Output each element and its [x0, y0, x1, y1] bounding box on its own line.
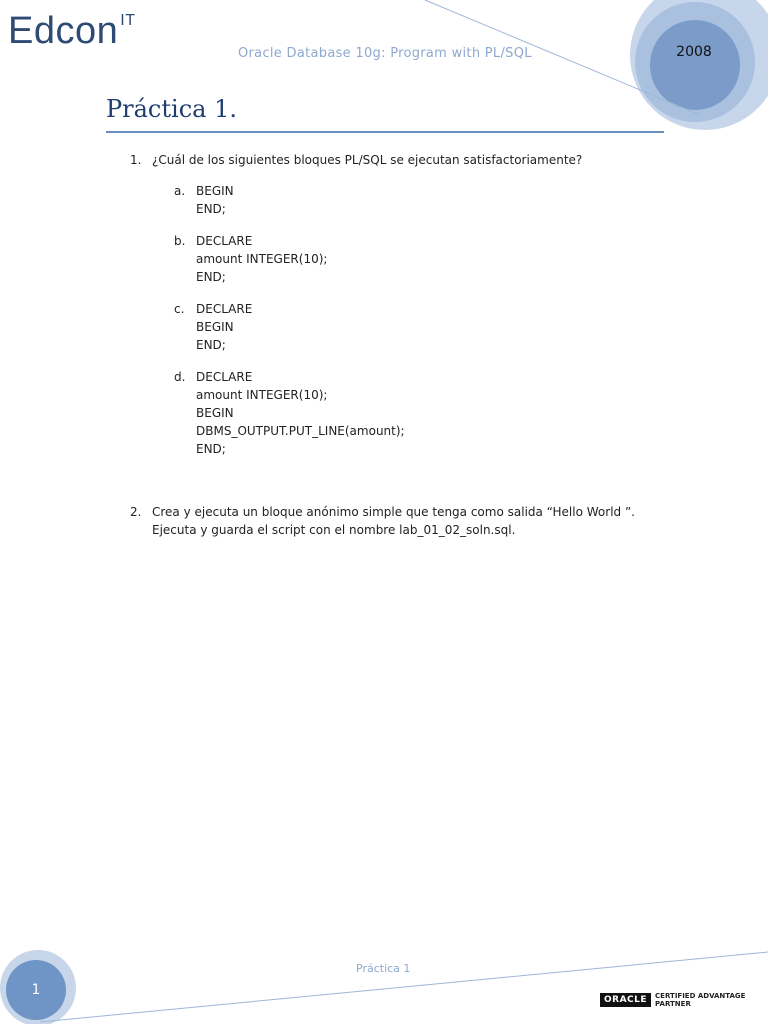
- code-line: BEGIN: [196, 406, 234, 420]
- option-letter: a.: [174, 184, 186, 198]
- year-badge: 2008: [676, 44, 712, 60]
- option-b: [174, 232, 327, 286]
- option-letter: d.: [174, 370, 186, 384]
- code-line: END;: [196, 442, 226, 456]
- code-line: DECLARE: [196, 302, 253, 316]
- code-line: END;: [196, 338, 226, 352]
- option-d: [174, 368, 405, 458]
- footer-label: Práctica 1: [356, 962, 411, 975]
- option-letter: b.: [174, 234, 186, 248]
- question-text: ¿Cuál de los siguientes bloques PL/SQL se ejecutan satisfactoriamente?: [152, 153, 583, 167]
- code-line: END;: [196, 202, 226, 216]
- code-line: DBMS_OUTPUT.PUT_LINE(amount);: [196, 424, 405, 438]
- question-number: 2.: [130, 505, 142, 519]
- option-a: [174, 182, 234, 218]
- question-number: 1.: [130, 153, 142, 167]
- page-number: 1: [31, 982, 41, 998]
- edcon-logo: Edcon $^{IT}$: [8, 10, 136, 52]
- code-line: END;: [196, 270, 226, 284]
- code-line: BEGIN: [196, 184, 234, 198]
- code-line: amount INTEGER(10);: [196, 388, 328, 402]
- code-line: DECLARE: [196, 234, 253, 248]
- question-2: [130, 503, 635, 539]
- page-title: Práctica 1.: [106, 95, 237, 123]
- code-line: BEGIN: [196, 320, 234, 334]
- course-title: Oracle Database 10g: Program with PL/SQL: [238, 46, 532, 61]
- option-c: [174, 300, 252, 354]
- oracle-line-1: CERTIFIED ADVANTAGE: [655, 992, 746, 1000]
- title-divider: [106, 131, 664, 133]
- option-letter: c.: [174, 302, 185, 316]
- code-line: amount INTEGER(10);: [196, 252, 328, 266]
- question-text: Crea y ejecuta un bloque anónimo simple que tenga como salida “Hello World ”.: [152, 505, 635, 519]
- code-line: DECLARE: [196, 370, 253, 384]
- oracle-partner-logo: [600, 992, 745, 1008]
- question-text-continued: Ejecuta y guarda el script con el nombre lab_01_02_soln.sql.: [152, 523, 516, 537]
- oracle-line-2: PARTNER: [655, 1000, 691, 1008]
- question-1: [130, 151, 582, 169]
- header-circle-inner: [650, 20, 740, 110]
- oracle-partner-text: [655, 992, 745, 1008]
- oracle-wordmark: ORACLE: [600, 993, 651, 1007]
